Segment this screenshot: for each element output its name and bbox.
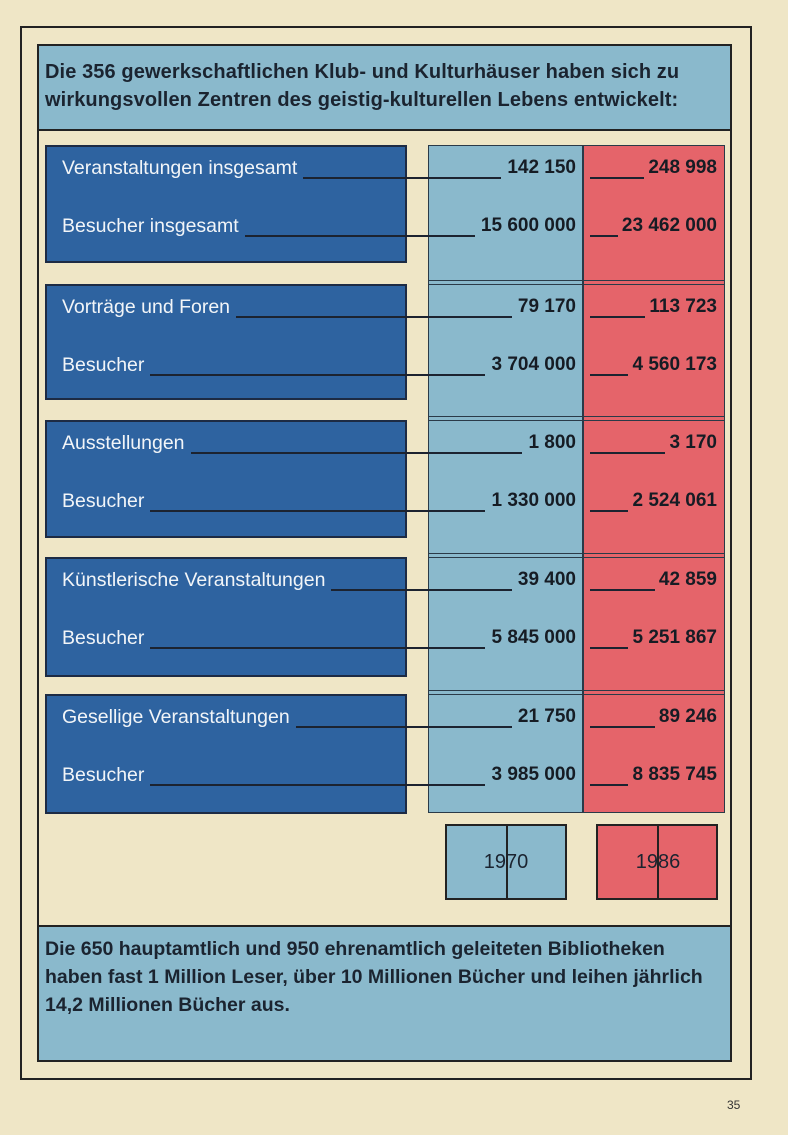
value-1970: 1 330 000 [491, 490, 576, 511]
value-1986: 8 835 745 [632, 764, 717, 785]
value-1970: 3 985 000 [491, 764, 576, 785]
row-label: Vorträge und Foren [62, 296, 231, 318]
value-1970: 79 170 [517, 296, 576, 317]
value-1986: 5 251 867 [632, 627, 717, 648]
value-1986: 248 998 [648, 157, 717, 178]
heading-text: Die 356 gewerkschaftlichen Klub- und Kulturhäuser haben sich zu wirkungsvollen Zentren des geistig-kulturellen Lebens entwickelt: [45, 61, 680, 111]
inner-frame [37, 44, 732, 1062]
value-1986: 42 859 [658, 569, 717, 590]
value-1986: 113 723 [649, 296, 717, 317]
value-1986: 23 462 000 [621, 215, 717, 236]
row-label: Besucher [62, 354, 145, 376]
value-1986: 2 524 061 [632, 490, 717, 511]
year-label-1986: 1986 [635, 851, 681, 873]
value-1986: 3 170 [669, 432, 717, 453]
value-1970: 15 600 000 [480, 215, 576, 236]
row-label: Gesellige Veranstaltungen [62, 706, 290, 728]
page-number: 35 [727, 1098, 741, 1112]
value-1970: 39 400 [517, 569, 576, 590]
footer-text: Die 650 hauptamtlich und 950 ehrenamtlich geleiteten Bibliotheken haben fast 1 Million Leser, über 10 Millionen Bücher und leihen jährlich 14,2 Millionen Bücher aus. [45, 938, 703, 1016]
row-label: Ausstellungen [62, 432, 185, 454]
value-1970: 5 845 000 [491, 627, 576, 648]
value-1970: 1 800 [528, 432, 576, 453]
row-label: Künstlerische Veranstaltungen [62, 569, 326, 591]
year-label-1970: 1970 [483, 851, 529, 873]
value-1970: 21 750 [517, 706, 576, 727]
row-label: Besucher [62, 627, 145, 649]
value-1986: 4 560 173 [632, 354, 717, 375]
row-label: Besucher [62, 764, 145, 786]
row-label: Veranstaltungen insgesamt [62, 157, 298, 179]
row-label: Besucher insgesamt [62, 215, 239, 237]
value-1970: 3 704 000 [491, 354, 576, 375]
value-1986: 89 246 [658, 706, 717, 727]
value-1970: 142 150 [507, 157, 576, 178]
row-label: Besucher [62, 490, 145, 512]
